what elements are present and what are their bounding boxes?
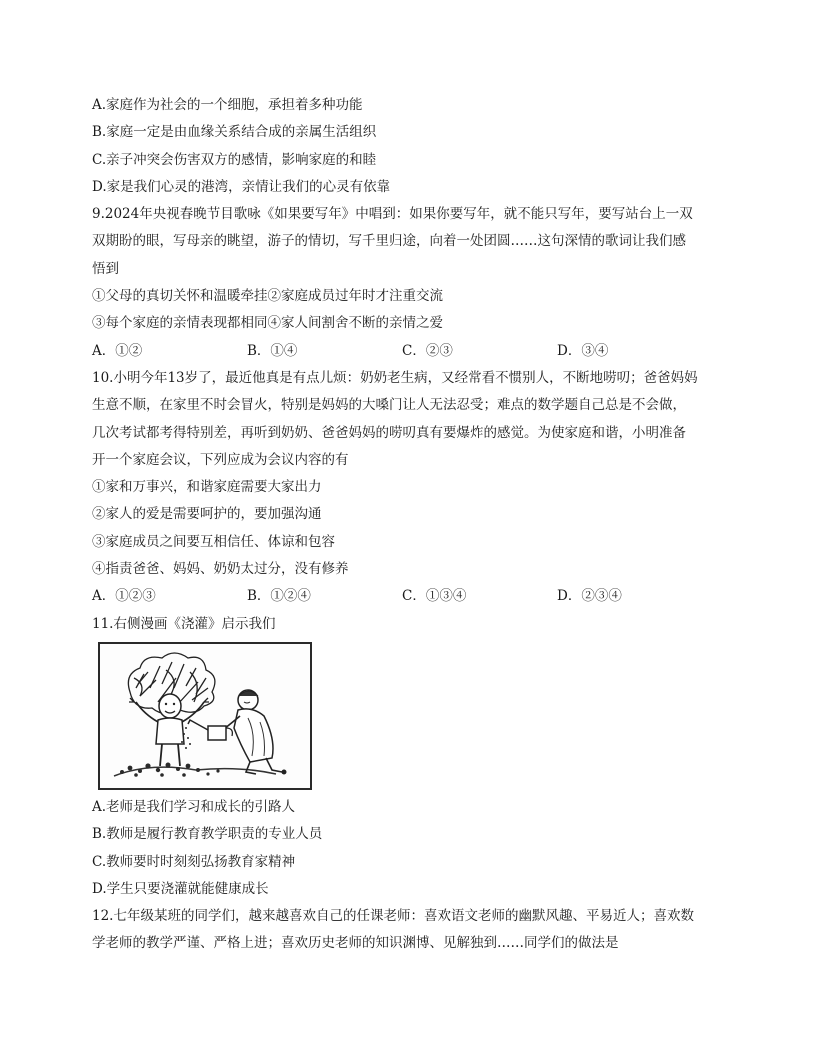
q10-statement: ①家和万事兴，和谐家庭需要大家出力	[92, 479, 322, 496]
q10-choices	[92, 583, 732, 610]
watering-cartoon	[98, 642, 312, 790]
question-9	[92, 201, 732, 365]
cartoon-illustration	[100, 644, 310, 788]
q8-option-b: B.家庭一定是由血缘关系结合成的亲属生活组织	[92, 124, 377, 141]
q10-choice-c: C．①③④	[402, 588, 467, 605]
q9-statement: ①父母的真切关怀和温暖牵挂②家庭成员过年时才注重交流	[92, 288, 443, 305]
q9-stem-line: 双期盼的眼，写母亲的眺望，游子的情切，写千里归途，向着一处团圆……这句深情的歌词让我们感	[92, 233, 686, 250]
q9-stem-line: 9.2024年央视春晚节目歌咏《如果要写年》中唱到：如果你要写年，就不能只写年，要写站台上一双	[92, 206, 693, 223]
q8-option-a: A.家庭作为社会的一个细胞，承担着多种功能	[92, 97, 363, 113]
q11-stem: 11.右侧漫画《浇灌》启示我们	[92, 615, 276, 632]
q8-option-c: C.亲子冲突会伤害双方的感情，影响家庭的和睦	[92, 151, 377, 168]
q10-stem-line: 10.小明今年13岁了，最近他真是有点儿烦：奶奶老生病，又经常看不惯别人，不断地唠叨；爸爸妈妈	[92, 369, 698, 386]
q10-statement: ④指责爸爸、妈妈、奶奶太过分，没有修养	[92, 561, 349, 578]
q9-choices	[92, 338, 732, 365]
q10-choice-d: D．②③④	[557, 588, 622, 605]
q11-option-c: C.教师要时时刻刻弘扬教育家精神	[92, 853, 296, 870]
q10-statement: ②家人的爱是需要呵护的，要加强沟通	[92, 506, 322, 523]
q10-choice-a: A．①②③	[92, 588, 156, 605]
q11-option-a: A.老师是我们学习和成长的引路人	[92, 798, 296, 815]
q12-stem-line: 学老师的教学严谨、严格上进；喜欢历史老师的知识渊博、见解独到……同学们的做法是	[92, 935, 619, 952]
q10-choice-b: B．①②④	[247, 588, 311, 605]
question-8-options	[92, 92, 732, 201]
q10-stem-line: 生意不顺，在家里不时会冒火，特别是妈妈的大嗓门让人无法忍受；难点的数学题自己总是不会做，	[92, 397, 686, 414]
question-11	[92, 611, 732, 903]
q10-stem-line: 几次考试都考得特别差，再听到奶奶、爸爸妈妈的唠叨真有要爆炸的感觉。为使家庭和谐，小明准备	[92, 424, 686, 441]
q12-stem-line: 12.七年级某班的同学们，越来越喜欢自己的任课老师：喜欢语文老师的幽默风趣、平易近人；喜欢数	[92, 908, 694, 925]
q8-option-d: D.家是我们心灵的港湾，亲情让我们的心灵有依靠	[92, 178, 391, 195]
q11-option-b: B.教师是履行教育教学职责的专业人员	[92, 826, 323, 843]
q9-choice-c: C．②③	[402, 342, 453, 359]
q9-choice-b: B．①④	[247, 342, 298, 359]
question-10	[92, 365, 732, 611]
q9-choice-a: A．①②	[92, 342, 143, 359]
exam-page	[92, 92, 732, 958]
q9-statement: ③每个家庭的亲情表现都相同④家人间割舍不断的亲情之爱	[92, 315, 443, 332]
question-12	[92, 903, 732, 958]
q11-option-d: D.学生只要浇灌就能健康成长	[92, 880, 269, 897]
q10-stem-line: 开一个家庭会议，下列应成为会议内容的有	[92, 451, 349, 468]
q9-stem-line: 悟到	[92, 260, 119, 277]
q9-choice-d: D．③④	[557, 342, 609, 359]
q10-statement: ③家庭成员之间要互相信任、体谅和包容	[92, 533, 335, 550]
